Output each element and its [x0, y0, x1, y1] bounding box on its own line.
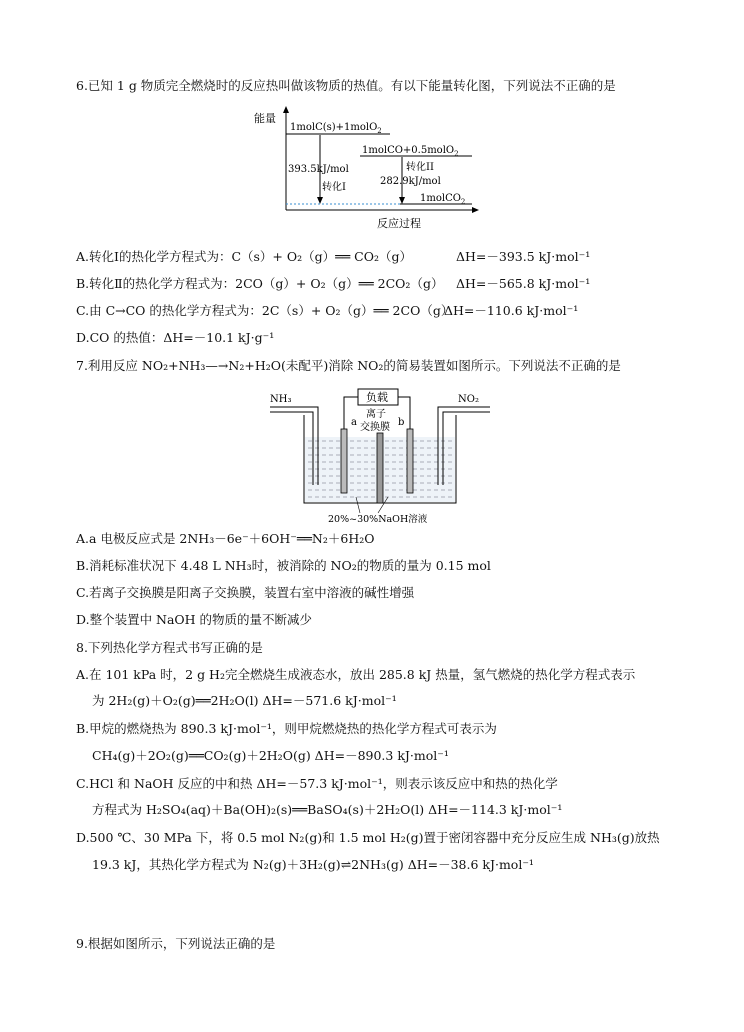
mid-level-label: 1molCO+0.5molO$_2$: [362, 145, 459, 158]
q8-option-a-line1: A.在 101 kPa 时，2 g H₂完全燃烧生成液态水，放出 285.8 kJ 热量，氢气燃烧的热化学方程式表示: [76, 667, 636, 682]
q7-stem: 7.利用反应 NO₂+NH₃—→N₂+H₂O(未配平)消除 NO₂的简易装置如图所示。下列说法不正确的是: [76, 358, 621, 373]
no2-label: NO₂: [458, 394, 479, 405]
q6-option-c: C.由 C→CO 的热化学方程式为：2C（s）+ O₂（g）══ 2CO（g） ΔH=－110.6 kJ·mol⁻¹: [76, 303, 579, 318]
membrane-label-1: 离子: [366, 409, 386, 420]
nh3-label: NH₃: [270, 394, 292, 405]
q9-stem: 9.根据如图所示，下列说法正确的是: [76, 936, 276, 951]
x-axis-label: 反应过程: [377, 217, 421, 230]
q8-stem: 8.下列热化学方程式书写正确的是: [76, 640, 263, 655]
q7-cell-diagram: [268, 385, 498, 527]
conv2-value: 282.9kJ/mol: [380, 176, 441, 187]
q8-option-b-line2: CH₄(g)＋2O₂(g)══CO₂(g)＋2H₂O(g) ΔH=－890.3 kJ·mol⁻¹: [92, 748, 449, 763]
load-label: 负载: [366, 391, 388, 404]
q7-option-b: B.消耗标准状况下 4.48 L NH₃时，被消除的 NO₂的物质的量为 0.15 mol: [76, 558, 491, 573]
q8-option-c-line2: 方程式为 H₂SO₄(aq)＋Ba(OH)₂(s)══BaSO₄(s)＋2H₂O(l) ΔH=－114.3 kJ·mol⁻¹: [92, 802, 563, 817]
bottom-level-label: 1molCO$_2$: [420, 193, 466, 206]
q6-stem: 6.已知 1 g 物质完全燃烧时的反应热叫做该物质的热值。有以下能量转化图，下列说法不正确的是: [76, 78, 616, 93]
q6-option-a: A.转化Ⅰ的热化学方程式为：C（s）+ O₂（g）══ CO₂（g） ΔH=－393.5 kJ·mol⁻¹: [76, 249, 591, 264]
q6-option-b: B.转化Ⅱ的热化学方程式为：2CO（g）+ O₂（g）══ 2CO₂（g） ΔH=－565.8 kJ·mol⁻¹: [76, 276, 591, 291]
conv1-value: 393.5kJ/mol: [288, 164, 349, 175]
solution-label: 20%~30%NaOH溶液: [328, 514, 428, 525]
conv1-label: 转化I: [322, 182, 346, 193]
q8-option-a-line2: 为 2H₂(g)＋O₂(g)══2H₂O(l) ΔH=－571.6 kJ·mol⁻¹: [92, 693, 397, 708]
q8-option-d-line1: D.500 ℃、30 MPa 下，将 0.5 mol N₂(g)和 1.5 mol H₂(g)置于密闭容器中充分反应生成 NH₃(g)放热: [76, 830, 660, 845]
q8-option-c-line1: C.HCl 和 NaOH 反应的中和热 ΔH=－57.3 kJ·mol⁻¹，则表示该反应中和热的热化学: [76, 776, 558, 791]
q7-option-c: C.若离子交换膜是阳离子交换膜，装置右室中溶液的碱性增强: [76, 585, 415, 600]
q7-option-d: D.整个装置中 NaOH 的物质的量不断减少: [76, 612, 313, 627]
electrode-a-label: a: [351, 417, 357, 428]
conv2-label: 转化II: [406, 162, 434, 173]
top-level-label: 1molC(s)+1molO$_2$: [290, 122, 382, 135]
q6-energy-diagram: [250, 104, 490, 234]
q6-option-d: D.CO 的热值：ΔH=－10.1 kJ·g⁻¹: [76, 330, 275, 345]
q7-option-a: A.a 电极反应式是 2NH₃－6e⁻＋6OH⁻══N₂＋6H₂O: [76, 531, 375, 546]
q8-option-d-line2: 19.3 kJ，其热化学方程式为 N₂(g)＋3H₂(g)⇌2NH₃(g) ΔH=－38.6 kJ·mol⁻¹: [92, 857, 534, 872]
electrode-b-label: b: [398, 417, 405, 428]
y-axis-label: 能量: [254, 112, 276, 125]
q8-option-b-line1: B.甲烷的燃烧热为 890.3 kJ·mol⁻¹，则甲烷燃烧热的热化学方程式可表示为: [76, 721, 497, 736]
membrane-label-2: 交换膜: [360, 422, 390, 433]
